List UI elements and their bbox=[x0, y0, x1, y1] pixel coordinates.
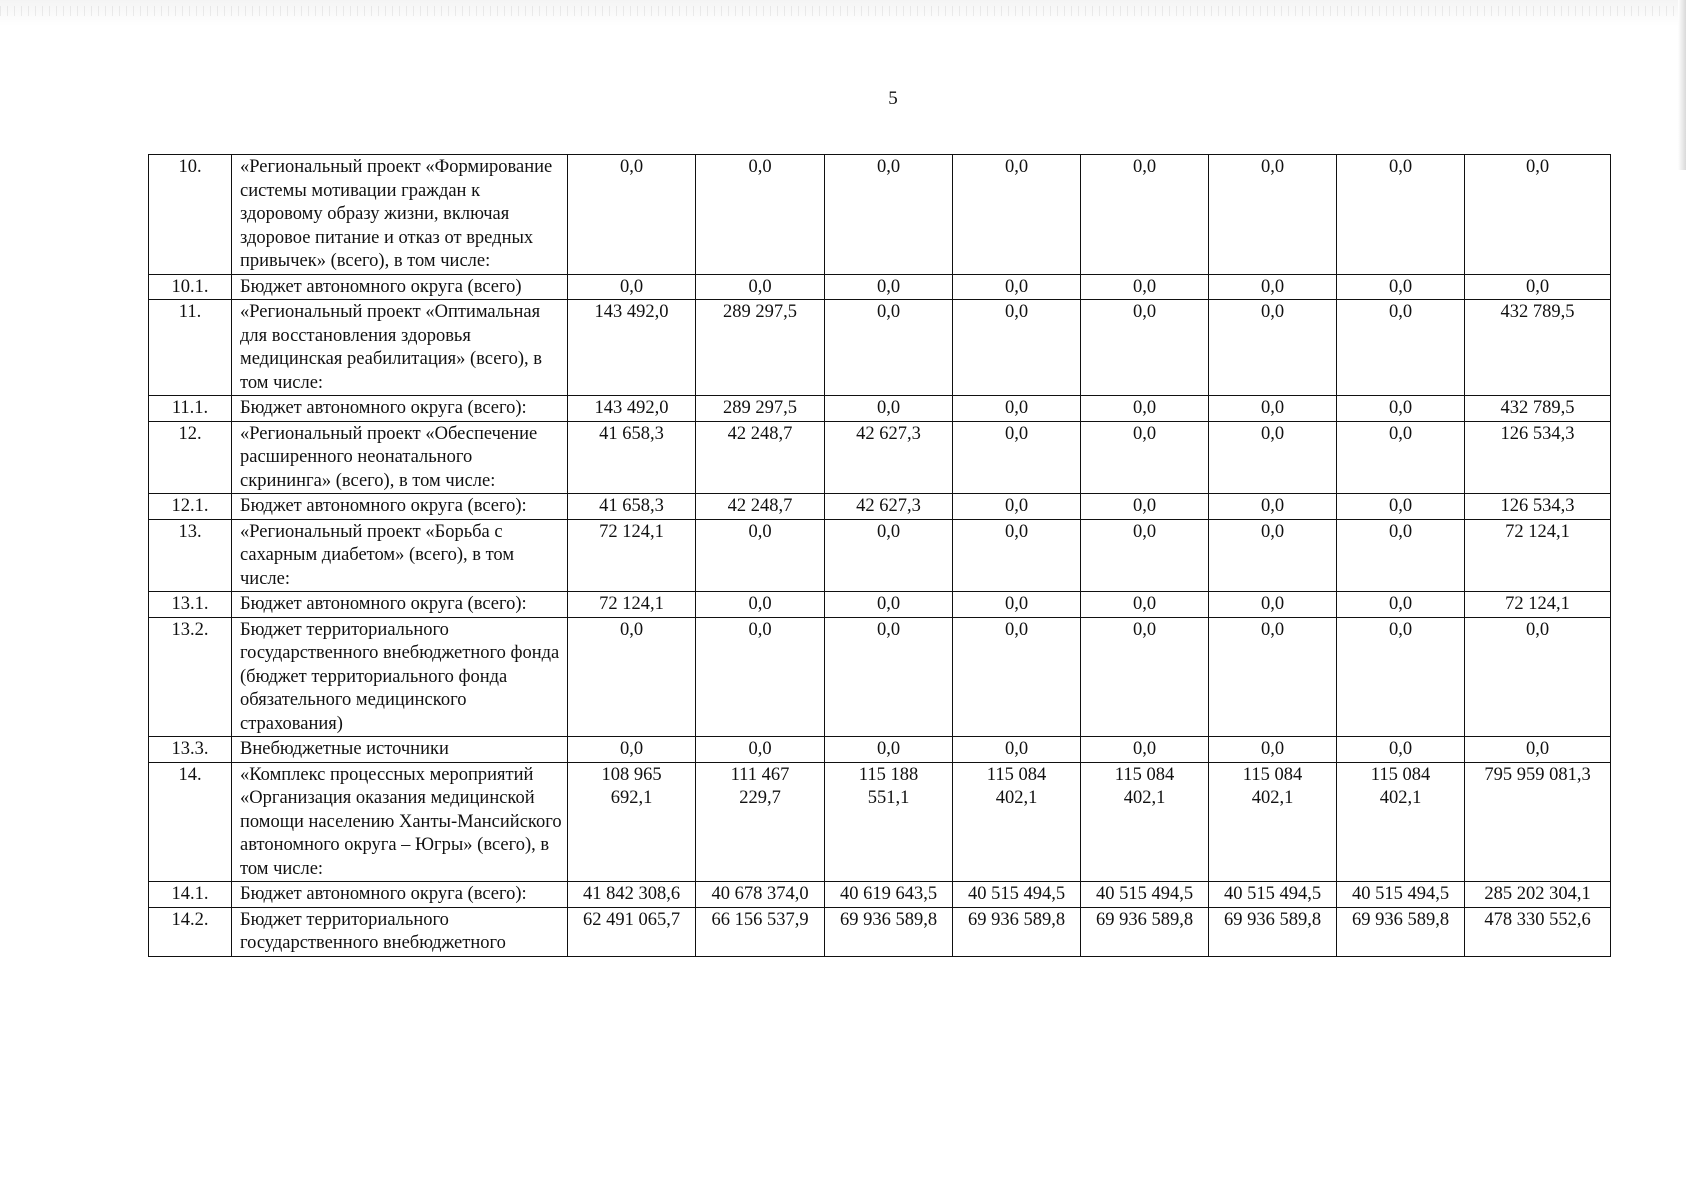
year-value-cell: 0,0 bbox=[696, 737, 825, 763]
year-value-cell: 69 936 589,8 bbox=[825, 907, 953, 956]
year-value-cell: 0,0 bbox=[1337, 617, 1465, 737]
year-value-cell: 0,0 bbox=[568, 737, 696, 763]
year-value-cell: 40 515 494,5 bbox=[1337, 882, 1465, 908]
row-name: Бюджет территориального государственного внебюджетного bbox=[232, 907, 568, 956]
year-value-cell: 0,0 bbox=[696, 592, 825, 618]
year-value-cell: 0,0 bbox=[1081, 494, 1209, 520]
year-value-cell: 0,0 bbox=[953, 300, 1081, 396]
year-value-cell: 115 084 402,1 bbox=[953, 762, 1081, 882]
row-number: 13.3. bbox=[149, 737, 232, 763]
row-name: Внебюджетные источники bbox=[232, 737, 568, 763]
table-row bbox=[149, 300, 1611, 396]
table-row bbox=[149, 592, 1611, 618]
year-value-cell: 0,0 bbox=[953, 592, 1081, 618]
year-value-cell: 41 658,3 bbox=[568, 421, 696, 494]
page-number: 5 bbox=[888, 88, 898, 109]
year-value-cell: 0,0 bbox=[1337, 274, 1465, 300]
year-value-cell: 69 936 589,8 bbox=[1081, 907, 1209, 956]
row-number: 12. bbox=[149, 421, 232, 494]
year-value-cell: 42 248,7 bbox=[696, 421, 825, 494]
row-name: Бюджет автономного округа (всего): bbox=[232, 494, 568, 520]
year-value-cell: 0,0 bbox=[825, 300, 953, 396]
table-row bbox=[149, 617, 1611, 737]
year-value-cell: 0,0 bbox=[953, 519, 1081, 592]
row-name: «Региональный проект «Обеспечение расширенного неонатального скрининга» (всего), в том числе: bbox=[232, 421, 568, 494]
year-value-cell: 0,0 bbox=[1081, 155, 1209, 275]
year-value-cell: 72 124,1 bbox=[568, 592, 696, 618]
year-value-cell: 0,0 bbox=[696, 274, 825, 300]
table-row bbox=[149, 155, 1611, 275]
table-body bbox=[149, 155, 1611, 957]
table-row bbox=[149, 494, 1611, 520]
year-value-cell: 0,0 bbox=[1209, 494, 1337, 520]
year-value-cell: 69 936 589,8 bbox=[1337, 907, 1465, 956]
year-value-cell: 289 297,5 bbox=[696, 396, 825, 422]
row-name: «Региональный проект «Формирование системы мотивации граждан к здоровому образу жизни, включая здоровое питание и отказ от вредных привычек» (всего), в том числе: bbox=[232, 155, 568, 275]
year-value-cell: 0,0 bbox=[1209, 396, 1337, 422]
row-total: 0,0 bbox=[1465, 737, 1611, 763]
year-value-cell: 62 491 065,7 bbox=[568, 907, 696, 956]
year-value-cell: 0,0 bbox=[825, 274, 953, 300]
year-value-cell: 0,0 bbox=[568, 155, 696, 275]
row-number: 14.2. bbox=[149, 907, 232, 956]
year-value-cell: 0,0 bbox=[1209, 300, 1337, 396]
row-number: 10. bbox=[149, 155, 232, 275]
year-value-cell: 0,0 bbox=[1081, 274, 1209, 300]
year-value-cell: 41 658,3 bbox=[568, 494, 696, 520]
year-value-cell: 40 515 494,5 bbox=[1209, 882, 1337, 908]
table-row bbox=[149, 274, 1611, 300]
year-value-cell: 0,0 bbox=[825, 396, 953, 422]
year-value-cell: 0,0 bbox=[1209, 421, 1337, 494]
year-value-cell: 0,0 bbox=[1081, 519, 1209, 592]
row-total: 432 789,5 bbox=[1465, 300, 1611, 396]
row-number: 14. bbox=[149, 762, 232, 882]
year-value-cell: 0,0 bbox=[1337, 300, 1465, 396]
year-value-cell: 0,0 bbox=[953, 396, 1081, 422]
year-value-cell: 0,0 bbox=[953, 155, 1081, 275]
year-value-cell: 0,0 bbox=[1337, 396, 1465, 422]
row-total: 795 959 081,3 bbox=[1465, 762, 1611, 882]
budget-table bbox=[148, 154, 1611, 957]
row-name: Бюджет автономного округа (всего): bbox=[232, 396, 568, 422]
year-value-cell: 115 084 402,1 bbox=[1337, 762, 1465, 882]
table-row bbox=[149, 421, 1611, 494]
year-value-cell: 0,0 bbox=[696, 519, 825, 592]
year-value-cell: 69 936 589,8 bbox=[1209, 907, 1337, 956]
year-value-cell: 0,0 bbox=[1081, 421, 1209, 494]
row-name: Бюджет территориального государственного внебюджетного фонда (бюджет территориального фонда обязательного медицинского страхования) bbox=[232, 617, 568, 737]
row-total: 126 534,3 bbox=[1465, 421, 1611, 494]
year-value-cell: 66 156 537,9 bbox=[696, 907, 825, 956]
year-value-cell: 0,0 bbox=[825, 737, 953, 763]
year-value-cell: 0,0 bbox=[568, 274, 696, 300]
row-total: 72 124,1 bbox=[1465, 592, 1611, 618]
year-value-cell: 0,0 bbox=[1209, 592, 1337, 618]
row-number: 11.1. bbox=[149, 396, 232, 422]
year-value-cell: 115 188 551,1 bbox=[825, 762, 953, 882]
year-value-cell: 41 842 308,6 bbox=[568, 882, 696, 908]
year-value-cell: 0,0 bbox=[1209, 274, 1337, 300]
year-value-cell: 0,0 bbox=[1209, 519, 1337, 592]
year-value-cell: 42 627,3 bbox=[825, 494, 953, 520]
year-value-cell: 0,0 bbox=[1081, 300, 1209, 396]
year-value-cell: 0,0 bbox=[696, 617, 825, 737]
year-value-cell: 0,0 bbox=[1209, 737, 1337, 763]
table-row bbox=[149, 882, 1611, 908]
year-value-cell: 0,0 bbox=[1337, 155, 1465, 275]
row-total: 126 534,3 bbox=[1465, 494, 1611, 520]
year-value-cell: 115 084 402,1 bbox=[1209, 762, 1337, 882]
year-value-cell: 69 936 589,8 bbox=[953, 907, 1081, 956]
year-value-cell: 0,0 bbox=[825, 155, 953, 275]
table-row bbox=[149, 396, 1611, 422]
row-total: 0,0 bbox=[1465, 617, 1611, 737]
year-value-cell: 143 492,0 bbox=[568, 396, 696, 422]
table-row bbox=[149, 519, 1611, 592]
year-value-cell: 0,0 bbox=[825, 592, 953, 618]
row-name: Бюджет автономного округа (всего): bbox=[232, 592, 568, 618]
year-value-cell: 0,0 bbox=[696, 155, 825, 275]
year-value-cell: 0,0 bbox=[1081, 592, 1209, 618]
row-number: 13.2. bbox=[149, 617, 232, 737]
year-value-cell: 40 619 643,5 bbox=[825, 882, 953, 908]
year-value-cell: 111 467 229,7 bbox=[696, 762, 825, 882]
year-value-cell: 0,0 bbox=[825, 617, 953, 737]
year-value-cell: 0,0 bbox=[1337, 494, 1465, 520]
year-value-cell: 0,0 bbox=[1081, 396, 1209, 422]
row-total: 478 330 552,6 bbox=[1465, 907, 1611, 956]
row-total: 285 202 304,1 bbox=[1465, 882, 1611, 908]
row-number: 14.1. bbox=[149, 882, 232, 908]
row-total: 72 124,1 bbox=[1465, 519, 1611, 592]
year-value-cell: 40 678 374,0 bbox=[696, 882, 825, 908]
table-row bbox=[149, 762, 1611, 882]
table-row bbox=[149, 907, 1611, 956]
year-value-cell: 0,0 bbox=[953, 494, 1081, 520]
year-value-cell: 0,0 bbox=[825, 519, 953, 592]
row-total: 0,0 bbox=[1465, 274, 1611, 300]
year-value-cell: 0,0 bbox=[953, 617, 1081, 737]
year-value-cell: 40 515 494,5 bbox=[953, 882, 1081, 908]
row-number: 11. bbox=[149, 300, 232, 396]
row-number: 13.1. bbox=[149, 592, 232, 618]
year-value-cell: 0,0 bbox=[953, 737, 1081, 763]
row-number: 12.1. bbox=[149, 494, 232, 520]
year-value-cell: 143 492,0 bbox=[568, 300, 696, 396]
year-value-cell: 0,0 bbox=[1081, 617, 1209, 737]
year-value-cell: 72 124,1 bbox=[568, 519, 696, 592]
year-value-cell: 0,0 bbox=[1081, 737, 1209, 763]
table-row bbox=[149, 737, 1611, 763]
row-number: 13. bbox=[149, 519, 232, 592]
row-total: 432 789,5 bbox=[1465, 396, 1611, 422]
row-total: 0,0 bbox=[1465, 155, 1611, 275]
row-name: «Региональный проект «Оптимальная для восстановления здоровья медицинская реабилитация» (всего), в том числе: bbox=[232, 300, 568, 396]
row-name: Бюджет автономного округа (всего): bbox=[232, 882, 568, 908]
year-value-cell: 0,0 bbox=[1337, 592, 1465, 618]
year-value-cell: 0,0 bbox=[953, 274, 1081, 300]
scan-noise bbox=[0, 6, 1686, 16]
row-name: «Региональный проект «Борьба с сахарным диабетом» (всего), в том числе: bbox=[232, 519, 568, 592]
row-name: «Комплекс процессных мероприятий «Организация оказания медицинской помощи населению Ханты-Мансийского автономного округа – Югры» (всего), в том числе: bbox=[232, 762, 568, 882]
year-value-cell: 0,0 bbox=[1337, 421, 1465, 494]
year-value-cell: 0,0 bbox=[1209, 155, 1337, 275]
year-value-cell: 0,0 bbox=[953, 421, 1081, 494]
year-value-cell: 0,0 bbox=[1209, 617, 1337, 737]
year-value-cell: 0,0 bbox=[1337, 519, 1465, 592]
year-value-cell: 289 297,5 bbox=[696, 300, 825, 396]
row-number: 10.1. bbox=[149, 274, 232, 300]
row-name: Бюджет автономного округа (всего) bbox=[232, 274, 568, 300]
year-value-cell: 0,0 bbox=[568, 617, 696, 737]
year-value-cell: 108 965 692,1 bbox=[568, 762, 696, 882]
year-value-cell: 115 084 402,1 bbox=[1081, 762, 1209, 882]
year-value-cell: 42 627,3 bbox=[825, 421, 953, 494]
year-value-cell: 40 515 494,5 bbox=[1081, 882, 1209, 908]
year-value-cell: 0,0 bbox=[1337, 737, 1465, 763]
scan-right-edge bbox=[1678, 0, 1686, 170]
year-value-cell: 42 248,7 bbox=[696, 494, 825, 520]
